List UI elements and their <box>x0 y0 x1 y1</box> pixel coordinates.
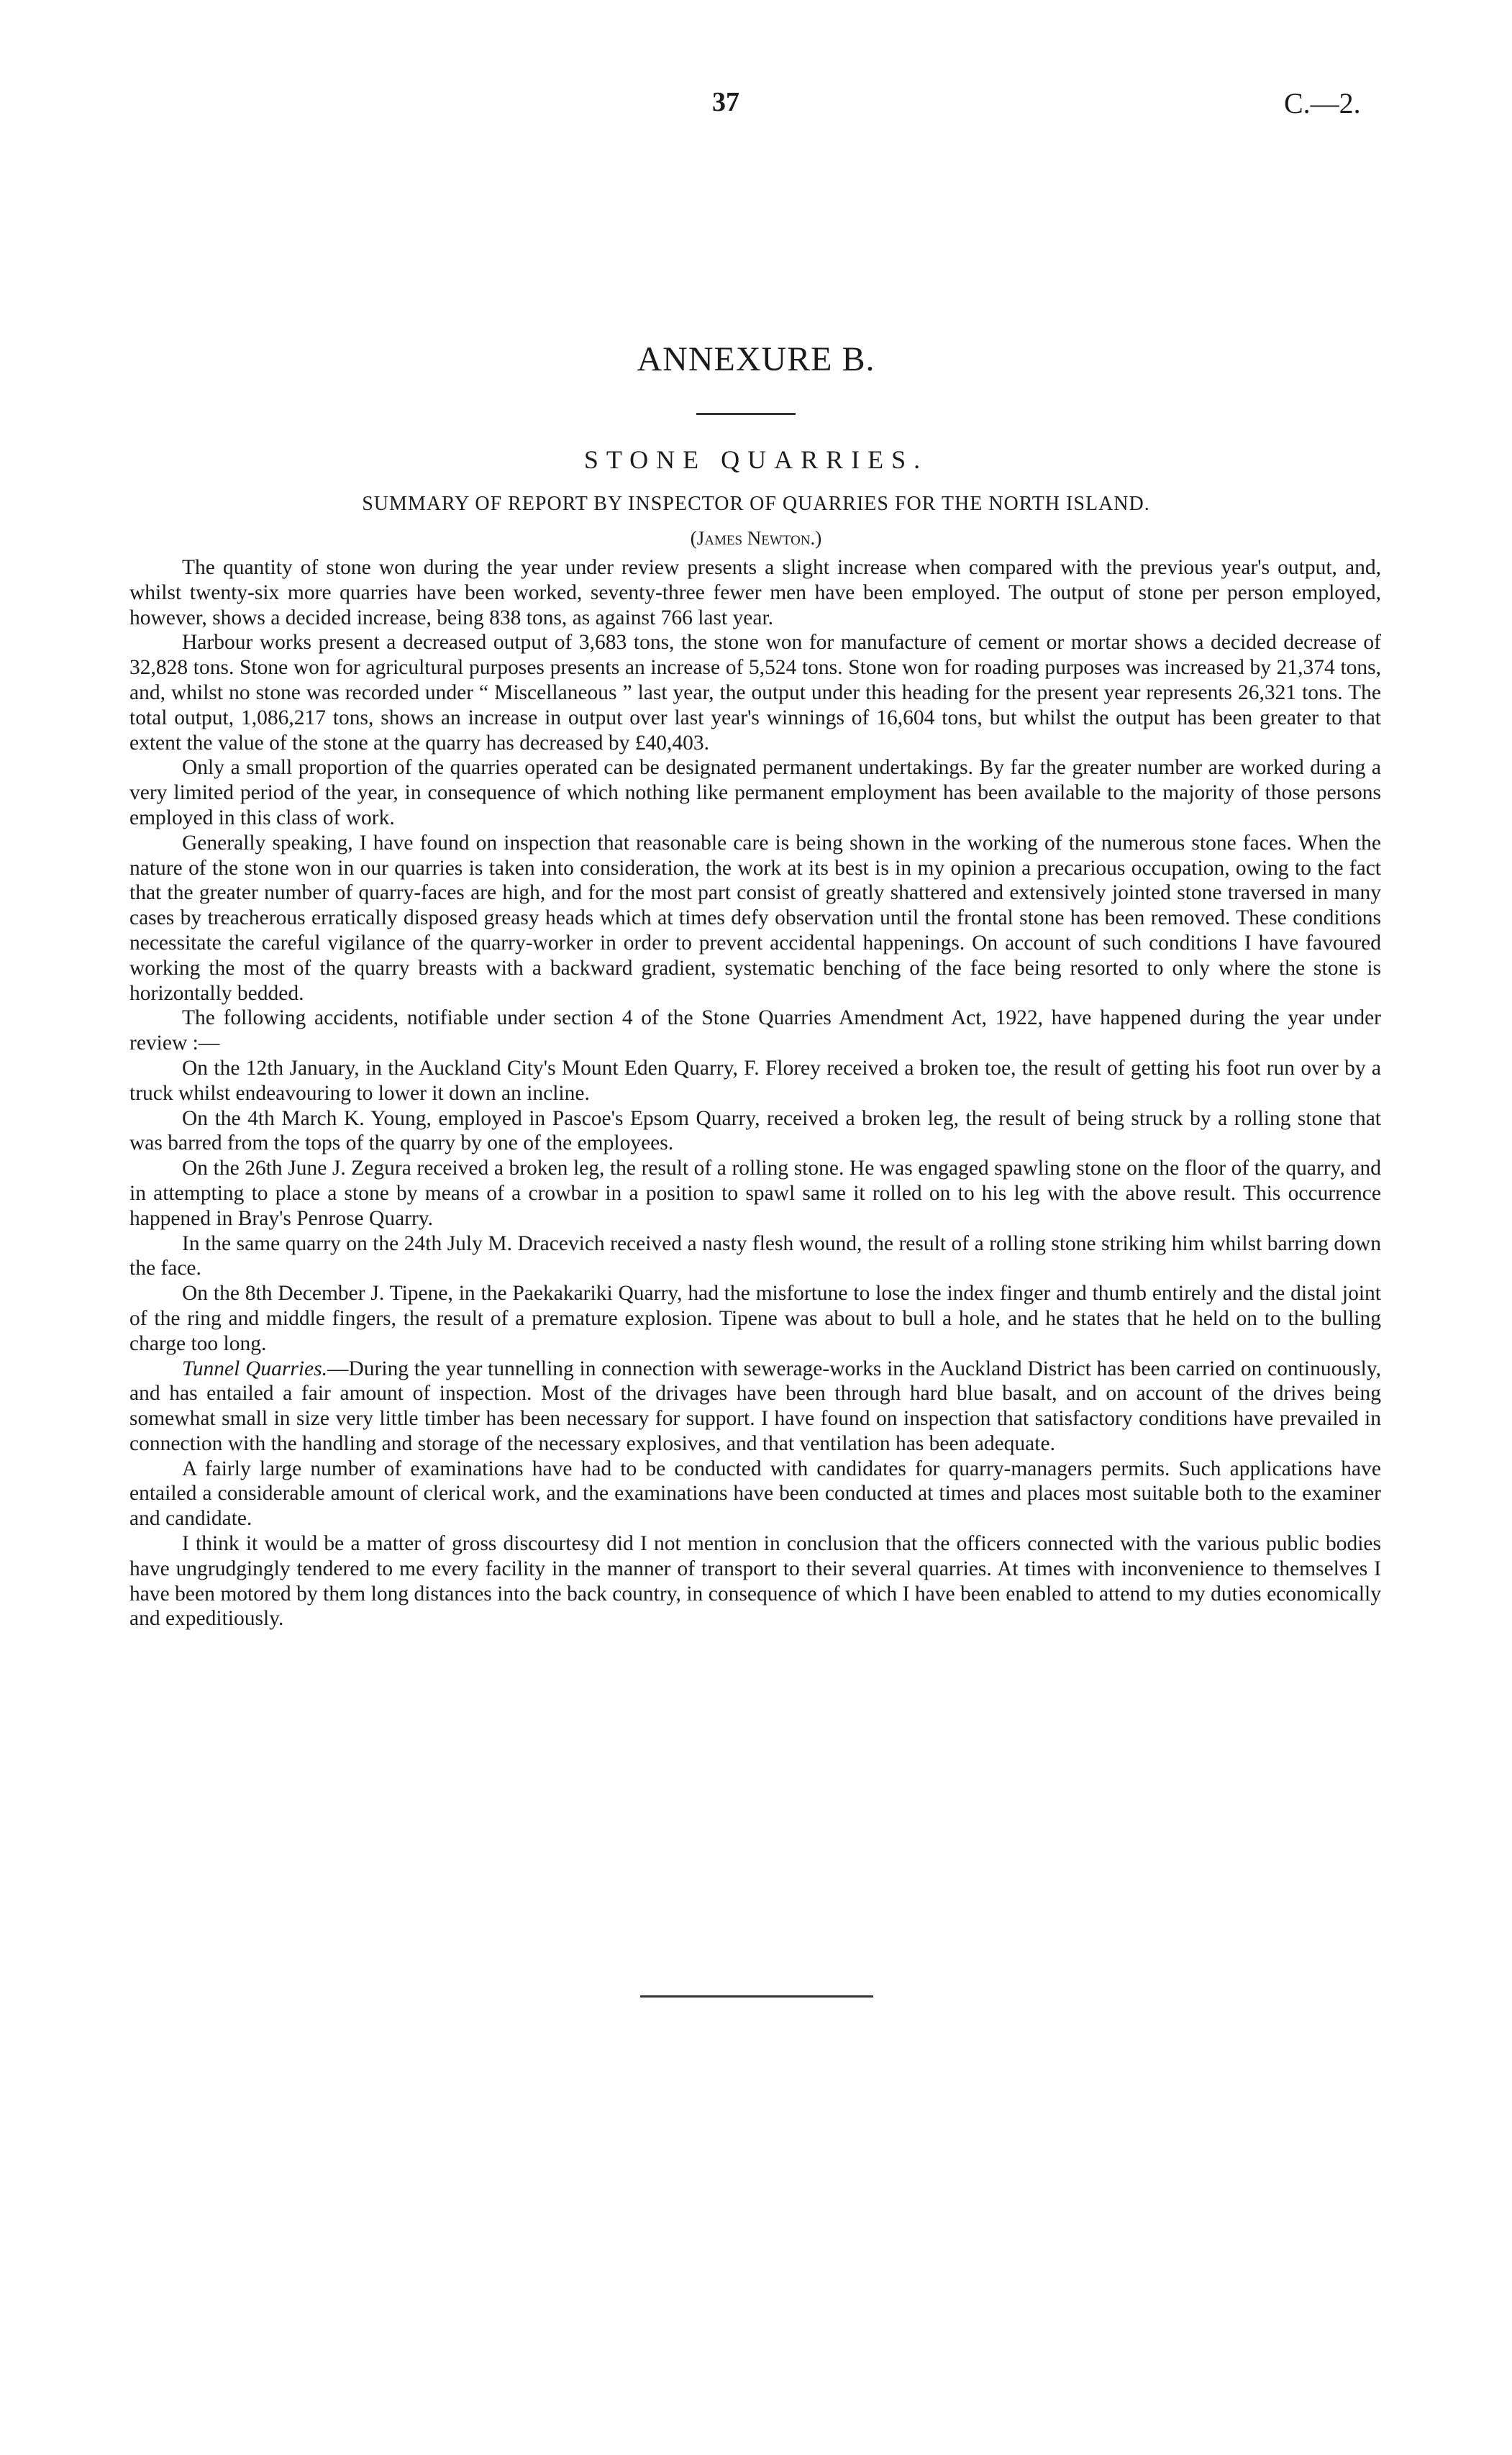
paragraph-accidents-intro: The following accidents, notifiable under section 4 of the Stone Quarries Amendment Act, 1922, have happened during the year under review :— <box>129 1006 1381 1055</box>
paragraph-accident-florey: On the 12th January, in the Auckland City's Mount Eden Quarry, F. Florey received a broken toe, the result of getting his foot run over by a truck whilst endeavouring to lower it down an incline. <box>129 1056 1381 1105</box>
document-code: C.—2. <box>1284 87 1361 119</box>
paragraph-harbour-works: Harbour works present a decreased output of 3,683 tons, the stone won for manufacture of cement or mortar shows a decided decrease of 32,828 tons. Stone won for agricultural purposes presents an increase of 5,524 tons. Stone won for roading purposes was increased by 21,374 tons, and, whilst no stone was recorded under “ Miscellaneous ” last year, the output under this heading for the present year represents 26,321 tons. The total output, 1,086,217 tons, shows an increase in output over last year's winnings of 16,604 tons, but whilst the output has been greater to that extent the value of the stone at the quarry has decreased by £40,403. <box>129 631 1381 755</box>
end-divider <box>640 1995 873 1998</box>
paragraph-accident-tipene: On the 8th December J. Tipene, in the Paekakariki Quarry, had the misfortune to lose the index finger and thumb entirely and the distal joint of the ring and middle fingers, the result of a premature explosion. Tipene was about to bull a hole, and he states that he held on to the bulling charge too long. <box>129 1282 1381 1355</box>
paragraph-accident-zegura: On the 26th June J. Zegura received a broken leg, the result of a rolling stone. He was engaged spawling stone on the floor of the quarry, and in attempting to place a stone by means of a crowbar in a position to spawl same it rolled on to his leg with the above result. This occurrence happened in Bray's Penrose Quarry. <box>129 1157 1381 1230</box>
tunnel-quarries-heading: Tunnel Quarries. <box>182 1357 327 1380</box>
author-line: (James Newton.) <box>690 527 822 549</box>
paragraph-stone-faces: Generally speaking, I have found on inspection that reasonable care is being shown in the working of the numerous stone faces. When the nature of the stone won in our quarries is taken into consideration, the work at its best is in my opinion a precarious occupation, owing to the fact that the greater number of quarry-faces are high, and for the most part consist of greatly shattered and extensively jointed stone traversed in many cases by treacherous erratically disposed greasy heads which at times defy observation until the frontal stone has been removed. These conditions necessitate the careful vigilance of the quarry-worker in order to prevent accidental happenings. On account of such conditions I have favoured working the most of the quarry breasts with a backward gradient, systematic benching of the face being resorted to only where the stone is horizontally bedded. <box>129 831 1381 1005</box>
title-divider <box>696 413 796 415</box>
report-body <box>129 555 1381 1631</box>
report-subtitle: SUMMARY OF REPORT BY INSPECTOR OF QUARRIES FOR THE NORTH ISLAND. <box>362 493 1150 515</box>
paragraph-permanent-undertakings: Only a small proportion of the quarries operated can be designated permanent undertakings. By far the greater number are worked during a very limited period of the year, in consequence of which nothing like permanent employment has been available to the majority of those persons employed in this class of work. <box>129 756 1381 829</box>
paragraph-tunnel-quarries <box>129 1357 1381 1457</box>
paragraph-accident-young: On the 4th March K. Young, employed in Pascoe's Epsom Quarry, received a broken leg, the result of being struck by a rolling stone that was barred from the tops of the quarry by one of the employees. <box>129 1106 1381 1155</box>
paragraph-conclusion: I think it would be a matter of gross discourtesy did I not mention in conclusion that the officers connected with the various public bodies have ungrudgingly tendered to me every facility in the manner of transport to their several quarries. At times with inconvenience to themselves I have been motored by them long distances into the back country, in consequence of which I have been enabled to attend to my duties economically and expeditiously. <box>129 1532 1381 1631</box>
page-header <box>0 86 1512 129</box>
paragraph-output-summary: The quantity of stone won during the year under review presents a slight increase when compared with the previous year's output, and, whilst twenty-six more quarries have been worked, seventy-three fewer men have been employed. The output of stone per person employed, however, shows a decided increase, being 838 tons, as against 766 last year. <box>129 556 1381 629</box>
annexure-title: ANNEXURE B. <box>637 340 875 378</box>
paragraph-accident-dracevich: In the same quarry on the 24th July M. Dracevich received a nasty flesh wound, the result of a rolling stone striking him whilst barring down the face. <box>129 1231 1381 1280</box>
page-number: 37 <box>712 87 739 117</box>
paragraph-examinations: A fairly large number of examinations have had to be conducted with candidates for quarry-managers permits. Such applications have entailed a considerable amount of clerical work, and the examinations have been conducted at times and places most suitable both to the examiner and candidate. <box>129 1457 1381 1531</box>
tunnel-quarries-text: —During the year tunnelling in connection with sewerage-works in the Auckland District has been carried on continuously, and has entailed a fair amount of inspection. Most of the drivages have been through hard blue basalt, and on account of the drives being somewhat small in size very little timber has been necessary for support. I have found on inspection that satisfactory conditions have prevailed in connection with the handling and storage of the necessary explosives, and that ventilation has been adequate. <box>129 1357 1381 1455</box>
section-title: STONE QUARRIES. <box>583 445 929 474</box>
